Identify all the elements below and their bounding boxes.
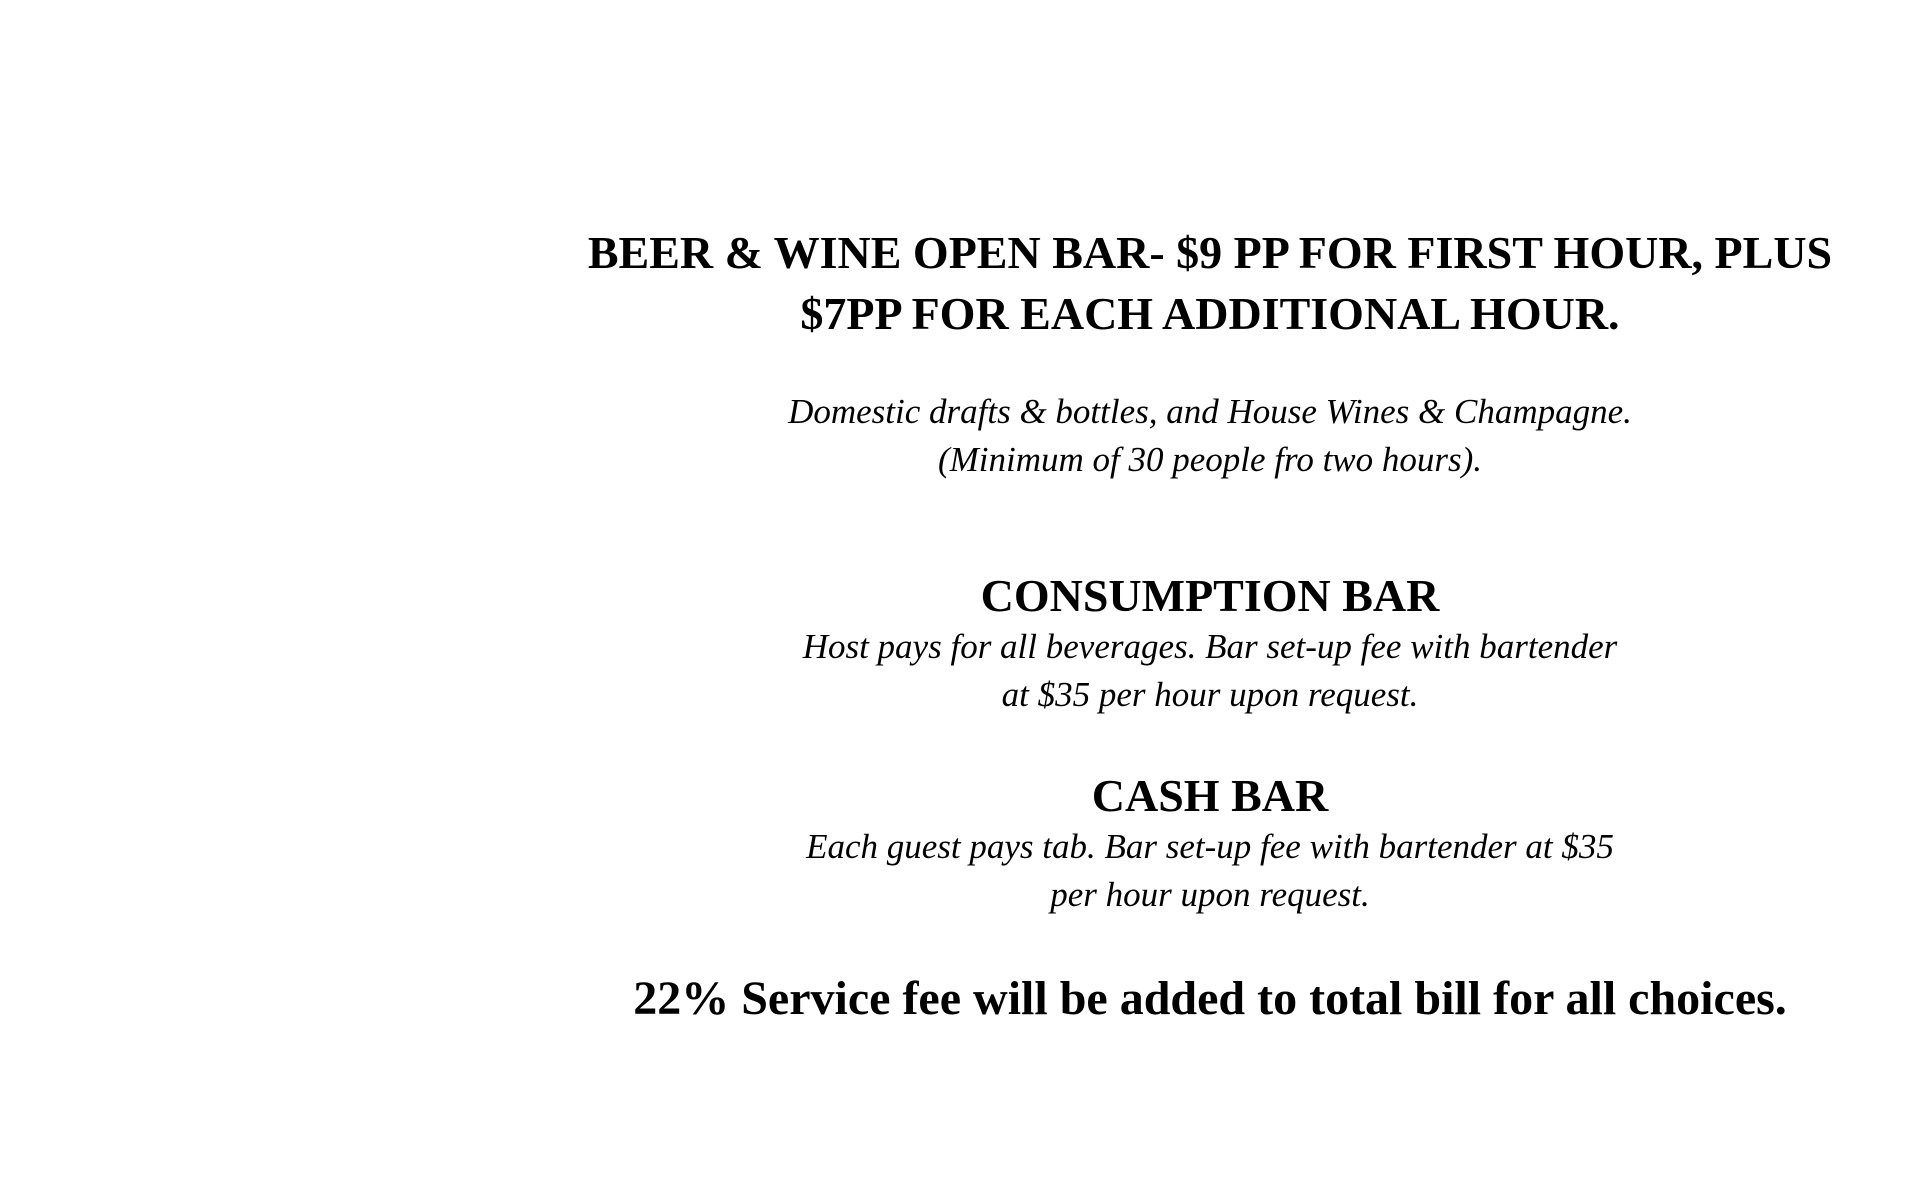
open-bar-section	[530, 222, 1890, 344]
open-bar-title-line-2: $7PP FOR EACH ADDITIONAL HOUR.	[800, 288, 1620, 339]
consumption-bar-description	[530, 623, 1890, 719]
service-fee-note: 22% Service fee will be added to total bill for all choices.	[633, 972, 1787, 1025]
consumption-bar-description-line-1: Host pays for all beverages. Bar set-up fee with bartender	[802, 627, 1618, 666]
open-bar-title-line-1: BEER & WINE OPEN BAR- $9 PP FOR FIRST HOUR, PLUS	[587, 227, 1833, 278]
open-bar-description-line-2: (Minimum of 30 people fro two hours).	[937, 440, 1483, 479]
service-fee-section	[530, 970, 1890, 1028]
bar-menu-page	[530, 0, 1890, 1200]
open-bar-description	[530, 388, 1890, 484]
open-bar-description-line-1: Domestic drafts & bottles, and House Wines & Champagne.	[788, 392, 1632, 431]
consumption-bar-title: CONSUMPTION BAR	[980, 570, 1440, 621]
cash-bar-description-line-1: Each guest pays tab. Bar set-up fee with bartender at $35	[806, 827, 1614, 866]
consumption-bar-description-line-2: at $35 per hour upon request.	[1001, 675, 1419, 714]
cash-bar-description-line-2: per hour upon request.	[1050, 875, 1370, 914]
cash-bar-description	[530, 823, 1890, 919]
open-bar-title	[530, 222, 1890, 344]
cash-bar-section	[530, 769, 1890, 919]
cash-bar-title: CASH BAR	[1091, 770, 1329, 821]
consumption-bar-section	[530, 569, 1890, 719]
